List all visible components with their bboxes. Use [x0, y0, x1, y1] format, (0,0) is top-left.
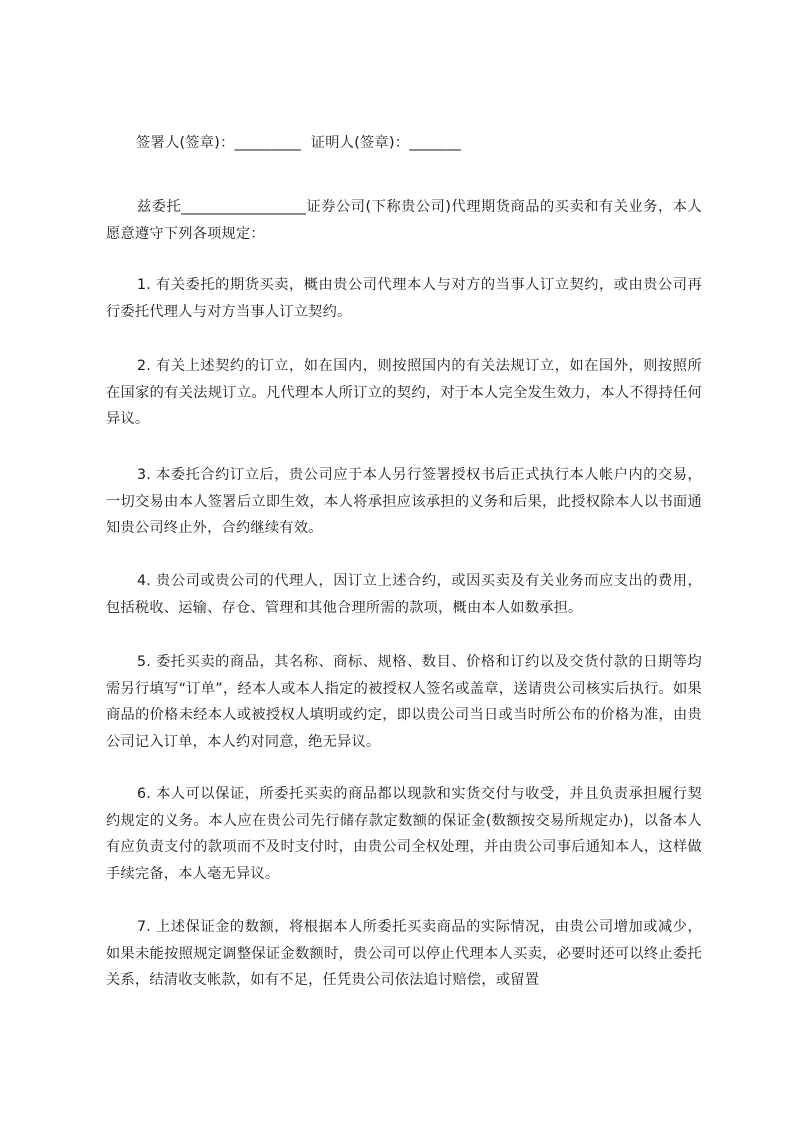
clause-7: 7. 上述保证金的数额，将根据本人所委托买卖商品的实际情况，由贵公司增加或减少，如果未能按照规定调整保证金数额时，贵公司可以停止代理本人买卖，必要时还可以终止委托关系，结清收支帐款，如有不足，任凭贵公司依法追讨赔偿，或留置 [106, 919, 702, 989]
clause-6: 6. 本人可以保证，所委托买卖的商品都以现款和实货交付与收受，并且负责承担履行契约规定的义务。本人应在贵公司先行储存款定数额的保证金(数额按交易所规定办)，以备本人有应负责支付的款项而不及时支付时，由贵公司全权处理，并由贵公司事后通知本人，这样做手续完备，本人毫无异议。 [106, 786, 702, 882]
intro-paragraph: 兹委托_________________证券公司(下称贵公司)代理期货商品的买卖和有关业务，本人愿意遵守下列各项规定： [106, 199, 702, 242]
signature-line: 签署人(签章)：_________ 证明人(签章)：_______ [136, 135, 462, 151]
clause-1: 1. 有关委托的期货买卖，概由贵公司代理本人与对方的当事人订立契约，或由贵公司再行委托代理人与对方当事人订立契约。 [106, 277, 702, 320]
clause-5: 5. 委托买卖的商品，其名称、商标、规格、数目、价格和订约以及交货付款的日期等均需另行填写“订单”，经本人或本人指定的被授权人签名或盖章，送请贵公司核实后执行。如果商品的价格未经本人或被授权人填明或约定，即以贵公司当日或当时所公布的价格为准，由贵公司记入订单，本人约对同意，绝无异议。 [106, 654, 702, 750]
clause-2: 2. 有关上述契约的订立，如在国内，则按照国内的有关法规订立，如在国外，则按照所在国家的有关法规订立。凡代理本人所订立的契约，对于本人完全发生效力，本人不得持任何异议。 [106, 358, 702, 428]
clause-4: 4. 贵公司或贵公司的代理人，因订立上述合约，或因买卖及有关业务而应支出的费用，包括税收、运输、存仓、管理和其他合理所需的款项，概由本人如数承担。 [106, 573, 702, 616]
clause-3: 3. 本委托合约订立后，贵公司应于本人另行签署授权书后正式执行本人帐户内的交易，一切交易由本人签署后立即生效，本人将承担应该承担的义务和后果，此授权除本人以书面通知贵公司终止外，合约继续有效。 [106, 467, 702, 537]
